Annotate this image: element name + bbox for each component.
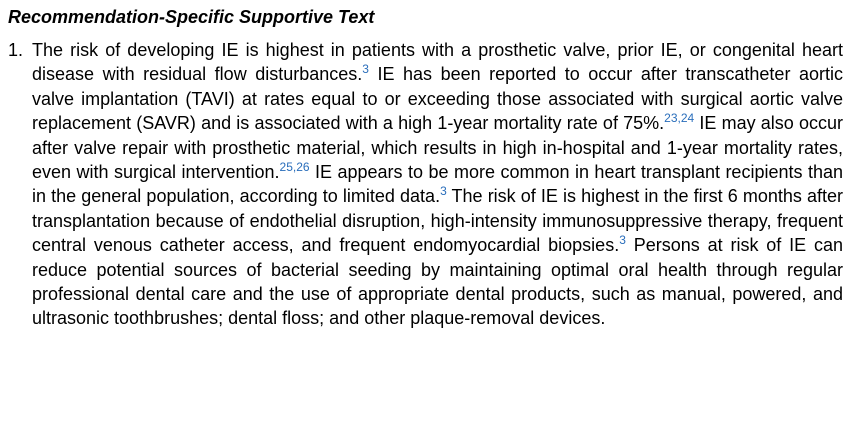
citation-link[interactable]: 23,24 bbox=[664, 111, 695, 126]
citation-link[interactable]: 3 bbox=[619, 233, 626, 248]
list-item-number: 1. bbox=[8, 40, 24, 60]
section-title: Recommendation-Specific Supportive Text bbox=[8, 7, 375, 27]
list-item bbox=[8, 38, 843, 331]
citation-link[interactable]: 3 bbox=[362, 62, 369, 77]
text-segment: IE has been reported to occur after transcatheter aortic valve implantation (TAVI) at rates equal to or exceeding those associated with surgical aortic valve replacement (SAVR) and is associated with a high 1-year mortality rate of 75%. bbox=[32, 64, 843, 134]
text-segment: The risk of IE is highest in the first 6 months after transplantation because of endothelial disruption, high-intensity immunosuppressive therapy, frequent central venous catheter access, and frequent endomyocardial biopsies. bbox=[32, 186, 843, 256]
text-segment: Persons at risk of IE can reduce potential sources of bacterial seeding by maintaining optimal oral health through regular professional dental care and the use of appropriate dental products, such as manual, powered, and ultrasonic toothbrushes; dental floss; and other plaque-removal devices. bbox=[32, 235, 843, 329]
text-segment: IE may also occur after valve repair with prosthetic material, which results in high in-hospital and 1-year mortality rates, even with surgical intervention. bbox=[32, 113, 843, 183]
text-segment: The risk of developing IE is highest in patients with a prosthetic valve, prior IE, or congenital heart disease with residual flow disturbances. bbox=[32, 40, 843, 85]
text-segment: IE appears to be more common in heart transplant recipients than in the general population, according to limited data. bbox=[32, 162, 843, 207]
citation-link[interactable]: 25,26 bbox=[279, 160, 310, 175]
list-item-text bbox=[32, 38, 843, 331]
citation-link[interactable]: 3 bbox=[440, 184, 447, 199]
